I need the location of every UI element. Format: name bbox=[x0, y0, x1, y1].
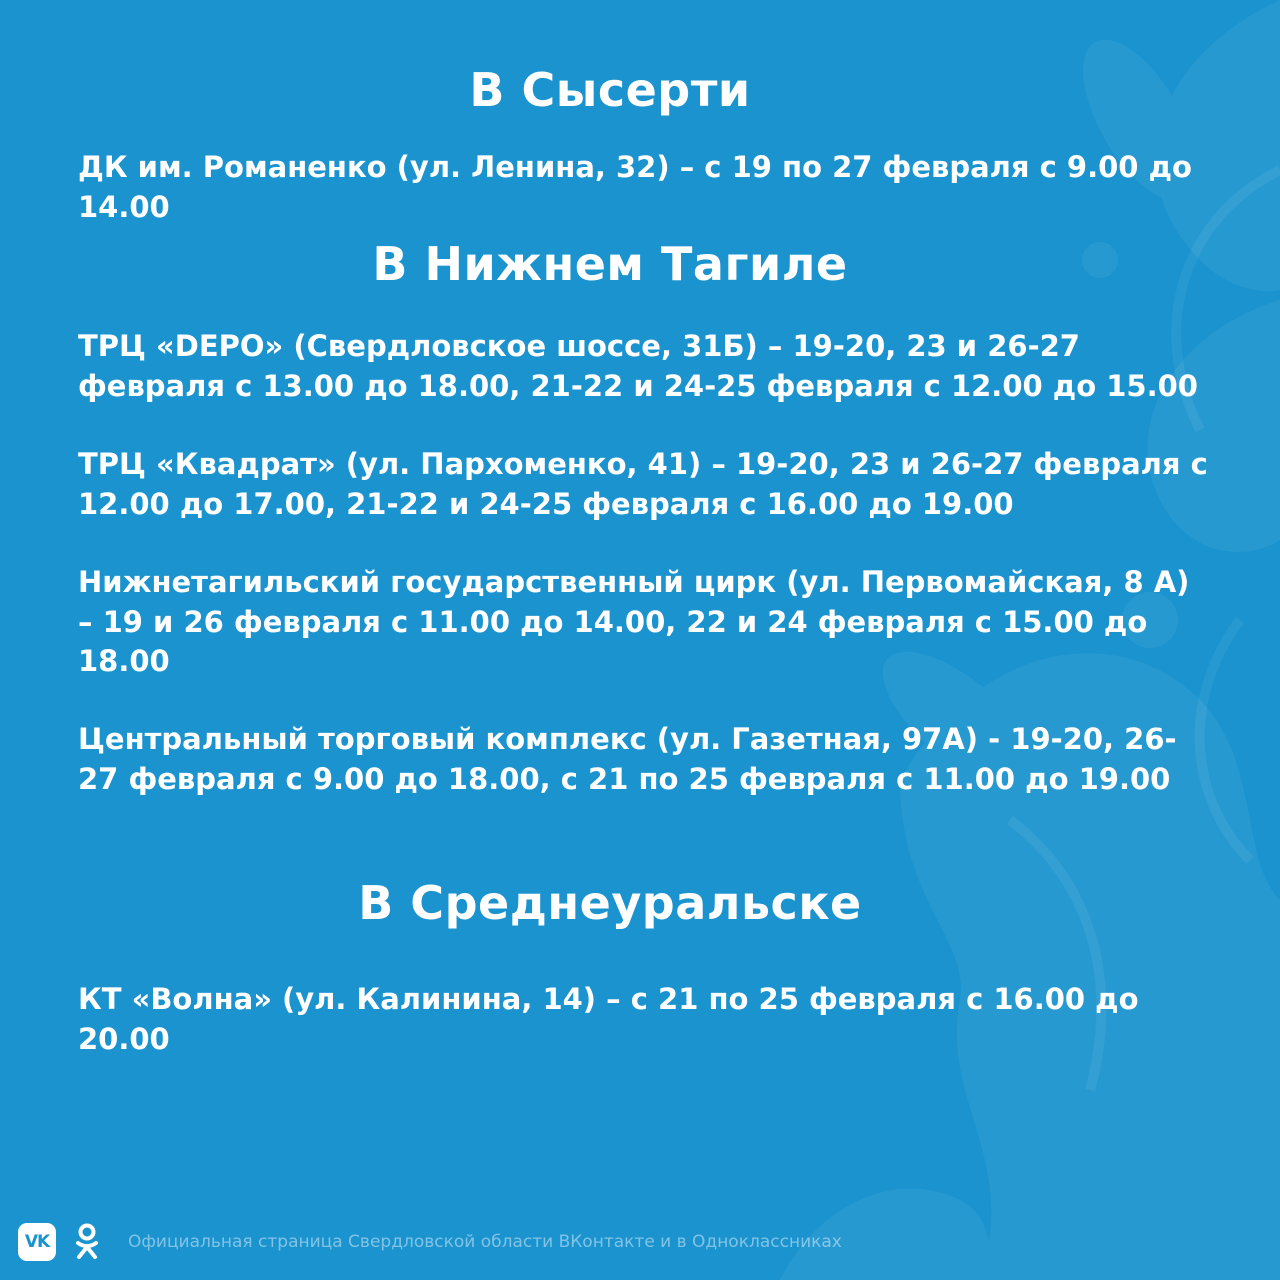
vk-logo-icon[interactable] bbox=[18, 1223, 56, 1261]
odnoklassniki-logo-icon[interactable] bbox=[74, 1223, 100, 1261]
vk-logo-label: VK bbox=[24, 1232, 50, 1252]
section-heading-sredneuralsk: В Среднеуральске bbox=[358, 876, 862, 930]
section-heading-sysert: В Сысерти bbox=[469, 63, 751, 117]
schedule-entry: Нижнетагильский государственный цирк (ул. Первомайская, 8 А) – 19 и 26 февраля с 11.00 до 14.00, 22 и 24 февраля с 15.00 до 18.00 bbox=[78, 565, 1190, 678]
schedule-entry: ТРЦ «Квадрат» (ул. Пархоменко, 41) – 19-20, 23 и 26-27 февраля с 12.00 до 17.00, 21-22 и 24-25 февраля с 16.00 до 19.00 bbox=[78, 447, 1208, 521]
schedule-entry: Центральный торговый комплекс (ул. Газетная, 97А) - 19-20, 26-27 февраля с 9.00 до 18.00, с 21 по 25 февраля с 11.00 до 19.00 bbox=[78, 722, 1177, 796]
footer-caption: Официальная страница Свердловской области ВКонтакте и в Одноклассниках bbox=[128, 1232, 842, 1252]
schedule-entry: КТ «Волна» (ул. Калинина, 14) – с 21 по 25 февраля с 16.00 до 20.00 bbox=[78, 982, 1139, 1056]
schedule-entry: ДК им. Романенко (ул. Ленина, 32) – с 19 по 27 февраля с 9.00 до 14.00 bbox=[78, 150, 1192, 224]
footer bbox=[18, 1222, 842, 1262]
section-heading-nizhny-tagil: В Нижнем Тагиле bbox=[372, 237, 848, 291]
schedule-entry: ТРЦ «DEPO» (Свердловское шоссе, 31Б) – 19-20, 23 и 26-27 февраля с 13.00 до 18.00, 21-22 и 24-25 февраля с 12.00 до 15.00 bbox=[78, 329, 1198, 403]
